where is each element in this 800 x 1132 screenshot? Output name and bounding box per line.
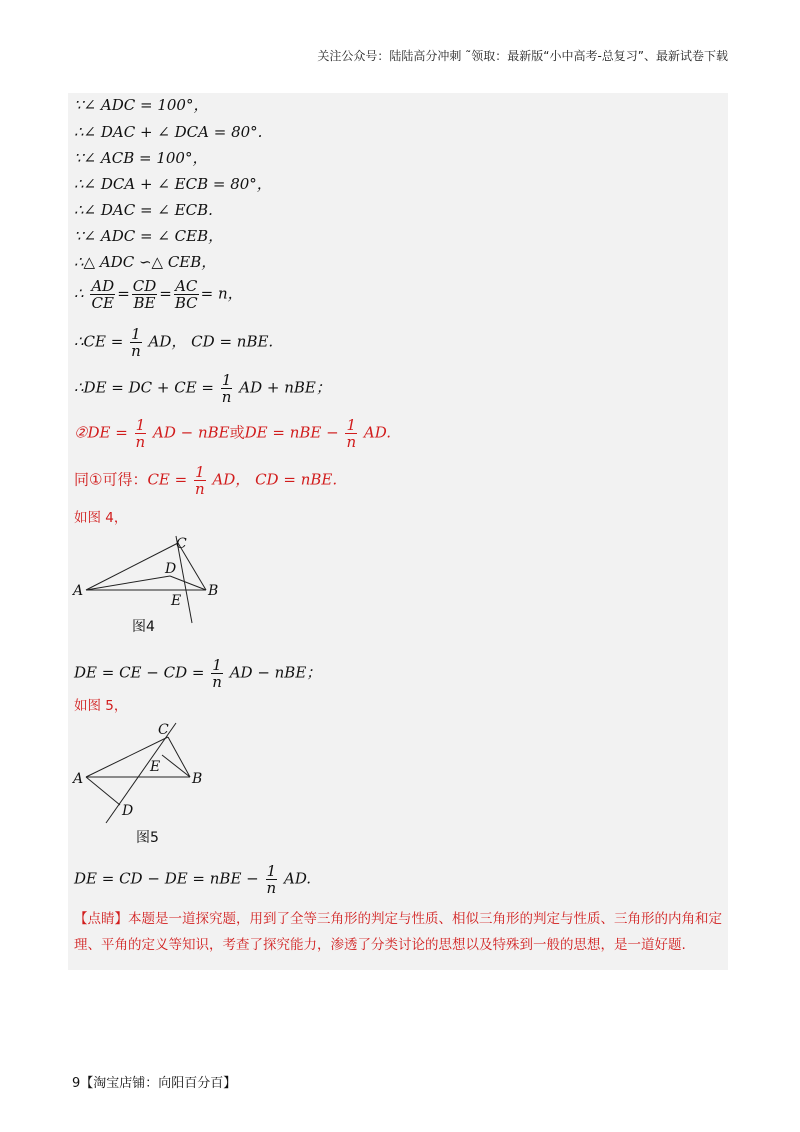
fraction-denominator: n [131,342,141,360]
label-d: D [122,803,134,819]
figure-4 [70,532,240,642]
step-9 [74,326,273,359]
formula-part: AD， CD = nBE. [148,332,274,351]
label-b: B [208,583,219,599]
formula-part: ∴DE = DC + CE = [74,378,214,397]
step-3: ∵∠ ACB = 100°， [74,149,208,167]
step-12 [74,464,337,497]
segment-ad [86,576,170,590]
label-c: C [158,722,169,738]
fraction-numerator: AC [175,277,198,295]
fraction-numerator: CD [132,277,157,295]
segment-cb [168,737,190,777]
label-c: C [176,536,187,552]
fraction-denominator: n [135,433,146,451]
page-header: 关注公众号：陆陆高分冲刺 ˜领取：最新版“小中高考-总复习”、最新试卷下载 [317,49,728,63]
formula-part: AD − nBE [153,423,230,442]
fraction-denominator: n [266,879,277,897]
fraction-denominator: BE [133,294,156,312]
label-e: E [171,593,182,609]
step-6: ∵∠ ADC = ∠ CEB， [74,227,224,245]
fraction-denominator: n [195,480,205,498]
formula-part: AD. [283,869,312,888]
formula-part: AD， CD = nBE. [212,470,338,489]
step-14 [74,657,321,690]
ratio-ad-ce [90,278,115,311]
step-8-ratio: ∴ $\frac{AD}{CE}$ = $\frac{CD}{BE}$ = $\frac{AC}{BC}$ = n， [74,277,243,312]
step-1: ∵∠ ADC = 100°， [74,96,209,114]
fraction-numerator: 1 [266,862,277,880]
label-b: B [192,771,203,787]
fraction-denominator: n [212,673,222,691]
fraction-numerator: AD [91,277,115,295]
formula-part: DE = CE − CD = [74,663,205,682]
formula-part: AD − nBE； [229,663,322,682]
fraction-numerator: 1 [135,416,146,434]
figure-5 [70,717,240,847]
formula-part: AD + nBE； [239,378,331,397]
key-point-note [74,906,724,958]
fraction-numerator: 1 [346,416,357,434]
label-a: A [73,771,84,787]
ratio-value: = n， [200,284,243,303]
segment-eb [162,755,190,777]
figure-5-caption: 图5 [136,830,159,846]
fraction-numerator: 1 [131,325,141,343]
fraction-denominator: n [346,433,357,451]
fraction-denominator: CE [91,294,114,312]
fraction-numerator: 1 [221,371,232,389]
label-a: A [73,583,84,599]
formula-part: ∴CE = [74,332,124,351]
segment-db [170,576,206,590]
fraction-one-over-n [221,372,233,405]
therefore-symbol: ∴ [74,284,84,303]
fraction-one-over-n [211,657,223,690]
formula-part: DE = nBE − [244,423,339,442]
formula-part: DE = CD − DE = nBE − [74,869,259,888]
fraction-one-over-n [135,417,147,450]
ratio-ac-bc [174,278,199,311]
figure-4-intro: 如图 4， [74,510,128,526]
figure-5-intro: 如图 5， [74,698,128,714]
fraction-one-over-n [130,326,142,359]
formula-part: CE = [147,470,188,489]
step-7: ∴△ ADC ∽△ CEB， [74,253,217,271]
key-point-label: 【点睛】 [74,911,128,927]
fraction-numerator: 1 [212,656,222,674]
figure-4-caption: 图4 [132,619,155,635]
similarly-text: 同①可得： [74,470,148,489]
page-footer: 9【淘宝店铺：向阳百分百】 [72,1076,237,1091]
fraction-denominator: n [221,388,232,406]
ratio-cd-be [132,278,158,311]
fraction-one-over-n [345,417,357,450]
fraction-numerator: 1 [195,463,205,481]
fraction-one-over-n [266,863,278,896]
step-16 [74,863,311,896]
fraction-denominator: BC [174,294,198,312]
key-point-text: 本题是一道探究题，用到了全等三角形的判定与性质、相似三角形的判定与性质、三角形的内角和定理、平角的定义等知识，考查了探究能力，渗透了分类讨论的思想以及特殊到一般的思想，是一道好题. [74,911,722,953]
step-2: ∴∠ DAC + ∠ DCA = 80°. [74,123,263,141]
formula-part: ②DE = [74,423,128,442]
formula-part: AD. [363,423,392,442]
step-11-case-2 [74,417,391,450]
fraction-one-over-n [194,464,206,497]
line-through-c-d [106,723,176,823]
segment-ad [86,777,120,805]
or-word: 或 [229,423,245,442]
step-4: ∴∠ DCA + ∠ ECB = 80°， [74,175,272,193]
label-e: E [150,759,161,775]
label-d: D [165,561,177,577]
step-10 [74,372,331,405]
step-5: ∴∠ DAC = ∠ ECB. [74,201,213,219]
